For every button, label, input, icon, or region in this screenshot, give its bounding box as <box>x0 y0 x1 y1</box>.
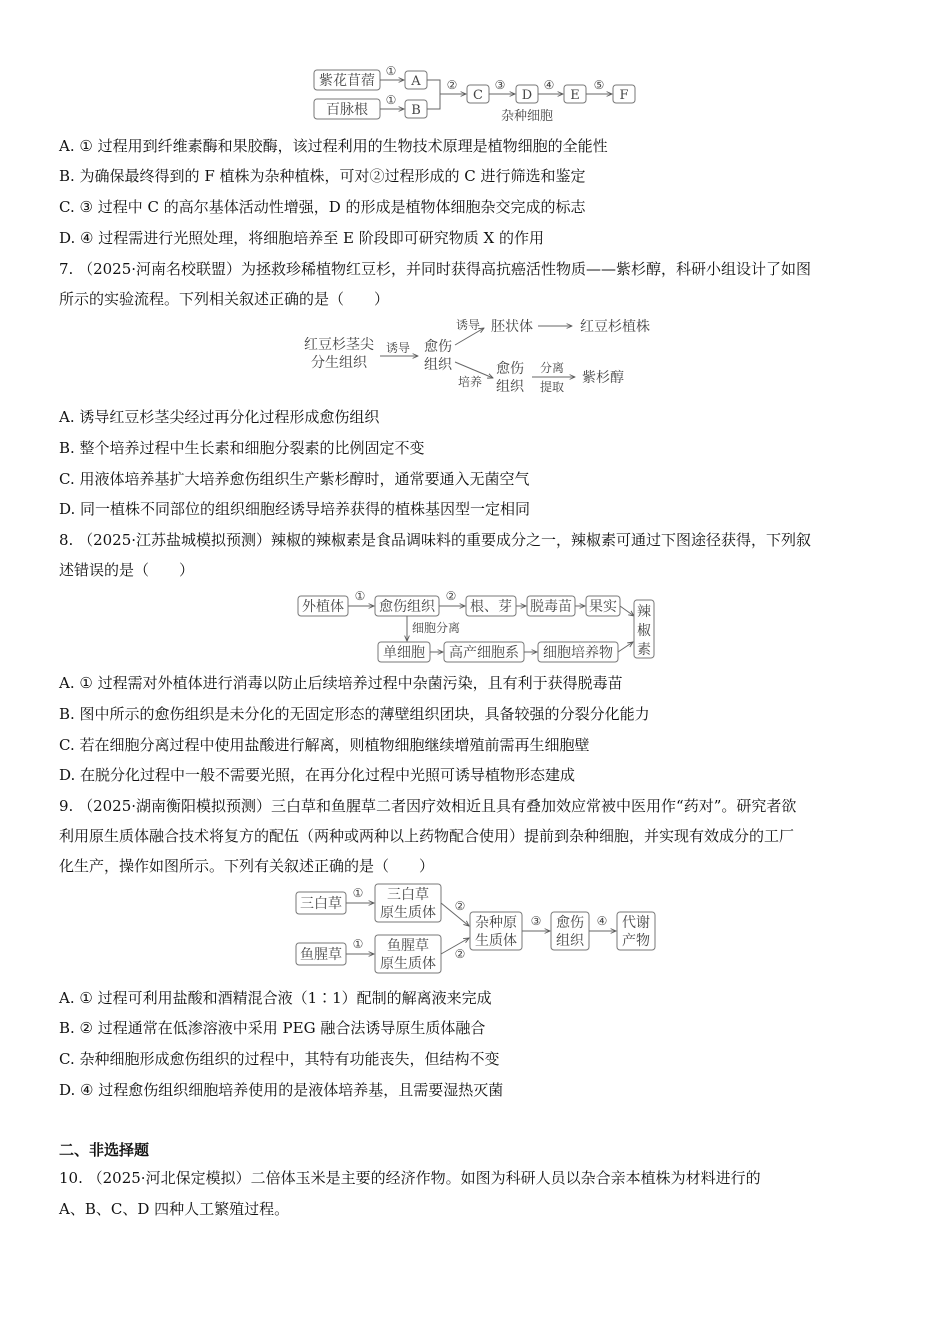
separate-label: 分离 <box>539 361 565 375</box>
q9-stem-line2: 利用原生质体融合技术将复方的配伍（两种或两种以上药物配合使用）提前到杂种细胞，并实现有效成分的工厂 <box>59 827 795 845</box>
q7-stem-line1: 7. （2025·河南名校联盟）为拯救珍稀植物红豆杉，并同时获得高抗癌活性物质——紫杉醇，科研小组设计了如图 <box>59 260 812 278</box>
node-d: D <box>521 88 533 103</box>
herb2: 鱼腥草 <box>300 947 342 963</box>
step4: ④ <box>543 78 555 92</box>
plant: 红豆杉植株 <box>580 319 650 335</box>
capsaicin-char1: 辣 <box>637 604 651 620</box>
callus2-line1: 愈伤 <box>496 361 524 377</box>
hybrid-cell-label: 杂种细胞 <box>500 109 554 124</box>
root-bud: 根、芽 <box>470 599 512 615</box>
virus-free: 脱毒苗 <box>530 599 572 615</box>
source-line1: 红豆杉茎尖 <box>304 337 374 353</box>
explant: 外植体 <box>302 599 344 615</box>
q9-option-d[interactable]: D. ④ 过程愈伤组织细胞培养使用的是液体培养基，且需要湿热灭菌 <box>59 1081 504 1099</box>
step1-bottom: ① <box>352 937 364 951</box>
node-b: B <box>411 103 421 118</box>
step2: ② <box>446 78 458 92</box>
q8-stem-line2: 述错误的是（ ） <box>59 561 195 579</box>
proto1-line1: 三白草 <box>387 887 429 903</box>
callus2-line2: 组织 <box>496 379 524 395</box>
q10-stem-line2: A、B、C、D 四种人工繁殖过程。 <box>59 1200 290 1218</box>
node-e: E <box>570 88 580 103</box>
taxol: 紫杉醇 <box>582 370 624 386</box>
step3: ③ <box>494 78 506 92</box>
q8-option-b[interactable]: B. 图中所示的愈伤组织是未分化的无固定形态的薄壁组织团块，具备较强的分裂分化能力 <box>59 705 650 723</box>
q7-option-d[interactable]: D. 同一植株不同部位的组织细胞经诱导培养获得的植株基因型一定相同 <box>59 500 531 518</box>
q9-option-b[interactable]: B. ② 过程通常在低渗溶液中采用 PEG 融合法诱导原生质体融合 <box>59 1019 486 1037</box>
q7-option-c[interactable]: C. 用液体培养基扩大培养愈伤组织生产紫杉醇时，通常要通入无菌空气 <box>59 470 530 488</box>
single-cell: 单细胞 <box>383 645 425 661</box>
cell-separation-label: 细胞分离 <box>412 621 461 635</box>
proto2-line1: 鱼腥草 <box>387 938 429 954</box>
q8-option-a[interactable]: A. ① 过程需对外植体进行消毒以防止后续培养过程中杂菌污染，且有利于获得脱毒苗 <box>59 674 623 692</box>
metabolite-line2: 产物 <box>622 933 650 949</box>
node-a: A <box>411 74 421 89</box>
culture-label: 培养 <box>457 375 483 389</box>
step2-bottom: ② <box>454 947 466 961</box>
q6-option-b[interactable]: B. 为确保最终得到的 F 植株为杂种植株，可对②过程形成的 C 进行筛选和鉴定 <box>59 167 586 185</box>
q9-option-c[interactable]: C. 杂种细胞形成愈伤组织的过程中，其特有功能丧失，但结构不变 <box>59 1050 500 1068</box>
q8-option-c[interactable]: C. 若在细胞分离过程中使用盐酸进行解离，则植物细胞继续增殖前需再生细胞壁 <box>59 736 590 754</box>
hybrid-line2: 生质体 <box>475 933 517 949</box>
step1-bottom: ① <box>385 93 397 107</box>
capsaicin-char3: 素 <box>637 642 651 658</box>
callus-line1: 愈伤 <box>556 915 584 931</box>
step1-top: ① <box>385 64 397 78</box>
callus-line2: 组织 <box>556 933 584 949</box>
high-yield: 高产细胞系 <box>449 645 519 661</box>
section-title: 二、非选择题 <box>59 1141 150 1159</box>
q6-option-a[interactable]: A. ① 过程用到纤维素酶和果胶酶，该过程利用的生物技术原理是植物细胞的全能性 <box>59 137 608 155</box>
callus: 愈伤组织 <box>379 599 435 615</box>
q10-stem-line1: 10. （2025·河北保定模拟）二倍体玉米是主要的经济作物。如图为科研人员以杂合亲本植株为材料进行的 <box>59 1169 761 1187</box>
step2-top: ② <box>454 899 466 913</box>
source-line2: 分生组织 <box>311 355 367 371</box>
proto2-line2: 原生质体 <box>380 956 436 972</box>
hybrid-line1: 杂种原 <box>475 915 517 931</box>
induce-label: 诱导 <box>385 341 411 355</box>
q8-option-d[interactable]: D. 在脱分化过程中一般不需要光照，在再分化过程中光照可诱导植物形态建成 <box>59 766 576 784</box>
induce-upper-label: 诱导 <box>455 318 481 332</box>
embryoid: 胚状体 <box>491 319 533 335</box>
q8-stem-line1: 8. （2025·江苏盐城模拟预测）辣椒的辣椒素是食品调味料的重要成分之一，辣椒素可通过下图途径获得，下列叙 <box>59 531 812 549</box>
culture-product: 细胞培养物 <box>543 645 613 661</box>
capsaicin-char2: 椒 <box>637 623 651 639</box>
node-c: C <box>473 88 483 103</box>
proto1-line2: 原生质体 <box>380 905 436 921</box>
q9-stem-line3: 化生产，操作如图所示。下列有关叙述正确的是（ ） <box>59 857 435 875</box>
step3: ③ <box>530 914 542 928</box>
q9-option-a[interactable]: A. ① 过程可利用盐酸和酒精混合液（1∶1）配制的解离液来完成 <box>59 989 492 1007</box>
herb1: 三白草 <box>300 896 342 912</box>
source2-label: 百脉根 <box>326 102 368 118</box>
q7-stem-line2: 所示的实验流程。下列相关叙述正确的是（ ） <box>59 290 390 308</box>
callus-line2: 组织 <box>424 357 452 373</box>
step4: ④ <box>596 914 608 928</box>
extract-label: 提取 <box>539 380 565 394</box>
metabolite-line1: 代谢 <box>622 915 650 931</box>
q7-option-a[interactable]: A. 诱导红豆杉茎尖经过再分化过程形成愈伤组织 <box>59 408 380 426</box>
step1-top: ① <box>352 886 364 900</box>
fruit: 果实 <box>589 599 617 615</box>
q7-option-b[interactable]: B. 整个培养过程中生长素和细胞分裂素的比例固定不变 <box>59 439 425 457</box>
source1-label: 紫花苜蓿 <box>319 73 375 89</box>
step2: ② <box>445 589 457 603</box>
callus-line1: 愈伤 <box>424 339 452 355</box>
q6-option-d[interactable]: D. ④ 过程需进行光照处理，将细胞培养至 E 阶段即可研究物质 X 的作用 <box>59 229 544 247</box>
step5: ⑤ <box>593 78 605 92</box>
q6-option-c[interactable]: C. ③ 过程中 C 的高尔基体活动性增强，D 的形成是植物体细胞杂交完成的标志 <box>59 198 586 216</box>
node-f: F <box>619 88 629 103</box>
q9-stem-line1: 9. （2025·湖南衡阳模拟预测）三白草和鱼腥草二者因疗效相近且具有叠加效应常被中医用作“药对”。研究者欲 <box>59 797 797 815</box>
step1: ① <box>354 589 366 603</box>
